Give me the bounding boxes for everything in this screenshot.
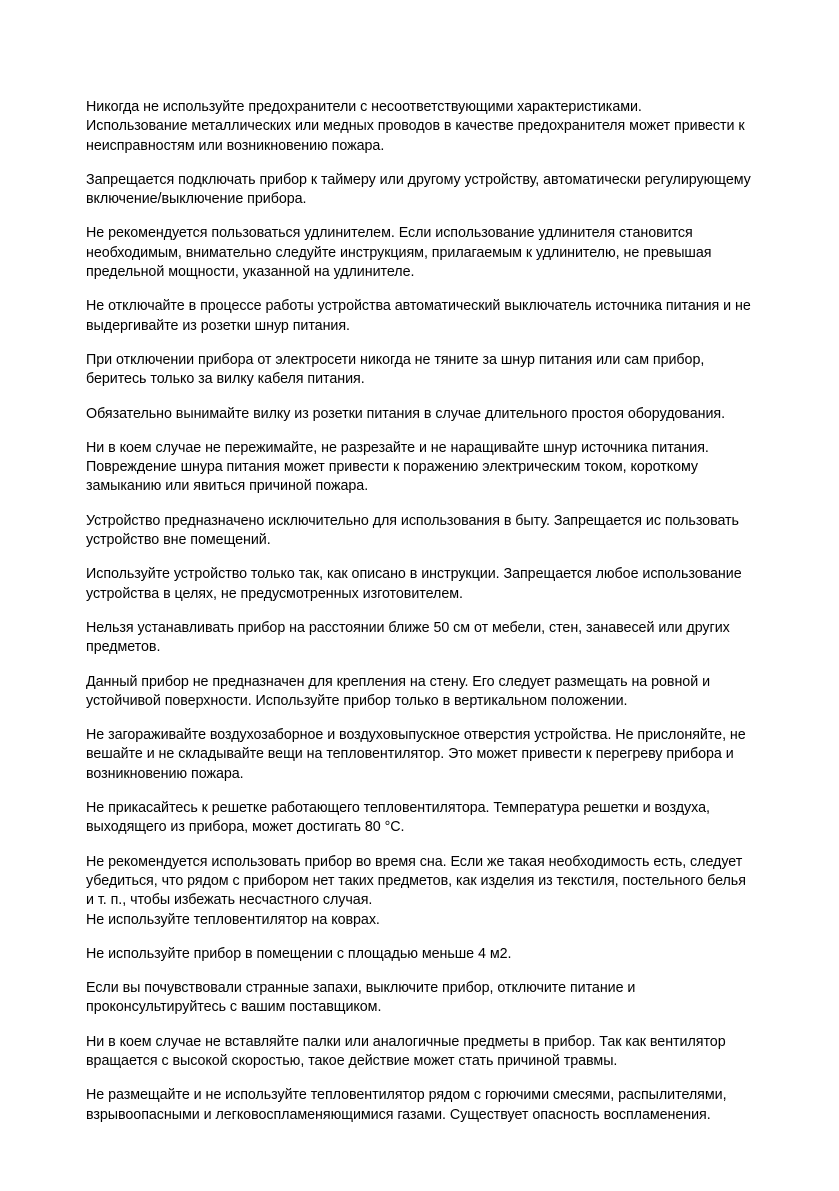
paragraph-intended-use: Используйте устройство только так, как описано в инструкции. Запрещается любое использование устройства в целях, не предусмотренных изготовителем. — [86, 566, 742, 602]
paragraph-idle-unplug: Обязательно вынимайте вилку из розетки питания в случае длительного простоя оборудования. — [86, 405, 725, 422]
paragraph-clearance: Нельзя устанавливать прибор на расстоянии ближе 50 см от мебели, стен, занавесей или других предметов. — [86, 619, 730, 656]
paragraph-cord-damage: Ни в коем случае не пережимайте, не разрезайте и не наращивайте шнур источника питания. Повреждение шнура питания может привести к поражению электрическим током, короткому замыканию или явиться причиной пожара. — [86, 439, 709, 495]
paragraph-sleep-use: Не рекомендуется использовать прибор во время сна. Если же такая необходимость есть, следует убедиться, что рядом с прибором нет таких предметов, как изделия из текстиля, постельного белья и т. п., чтобы избежать несчастного случая. Не используйте тепловентилятор на коврах. — [86, 853, 746, 928]
paragraph-extension-cord: Не рекомендуется пользоваться удлинителем. Если использование удлинителя становится необходимым, внимательно следуйте инструкциям, прилагаемым к удлинителю, не превышая предельной мощности, указанной на удлинителе. — [86, 225, 712, 281]
paragraph-placement: Данный прибор не предназначен для крепления на стену. Его следует размещать на ровной и устойчивой поверхности. Используйте прибор только в вертикальном положении. — [86, 673, 711, 709]
paragraph-air-vents: Не загораживайте воздухозаборное и воздуховыпускное отверстия устройства. Не прислоняйте, не вешайте и не складывайте вещи на тепловентилятор. Это может привести к перегреву прибора и возникновению пожара. — [86, 727, 746, 782]
paragraph-fuses: Никогда не используйте предохранители с несоответствующими характеристиками. Использование металлических или медных проводов в качестве предохранителя может привести к неисправностям или возникновению пожара. — [86, 99, 745, 154]
paragraph-unplugging: При отключении прибора от электросети никогда не тяните за шнур питания или сам прибор, беритесь только за вилку кабеля питания. — [86, 351, 705, 388]
paragraph-circuit-breaker: Не отключайте в процессе работы устройства автоматический выключатель источника питания и не выдергивайте из розетки шнур питания. — [86, 298, 751, 334]
paragraph-room-size: Не используйте прибор в помещении с площадью меньше 4 м2. — [86, 945, 512, 962]
paragraph-timer: Запрещается подключать прибор к таймеру или другому устройству, автоматически регулирующему включение/выключение прибора. — [86, 171, 751, 208]
paragraph-flammables: Не размещайте и не используйте тепловентилятор рядом с горючими смесями, распылителями, взрывоопасными и легковоспламеняющимися газами. Существует опасность воспламенения. — [86, 1087, 727, 1123]
paragraph-household-use: Устройство предназначено исключительно для использования в быту. Запрещается ис пользовать устройство вне помещений. — [86, 512, 739, 549]
paragraph-grille-temperature: Не прикасайтесь к решетке работающего тепловентилятора. Температура решетки и воздуха, выходящего из прибора, может достигать 80 °С. — [86, 800, 710, 836]
paragraph-foreign-objects: Ни в коем случае не вставляйте палки или аналогичные предметы в прибор. Так как вентилятор вращается с высокой скоростью, такое действие может стать причиной травмы. — [86, 1033, 726, 1069]
document-page — [86, 98, 756, 1140]
paragraph-strange-smells: Если вы почувствовали странные запахи, выключите прибор, отключите питание и проконсультируйтесь с вашим поставщиком. — [86, 980, 636, 1016]
